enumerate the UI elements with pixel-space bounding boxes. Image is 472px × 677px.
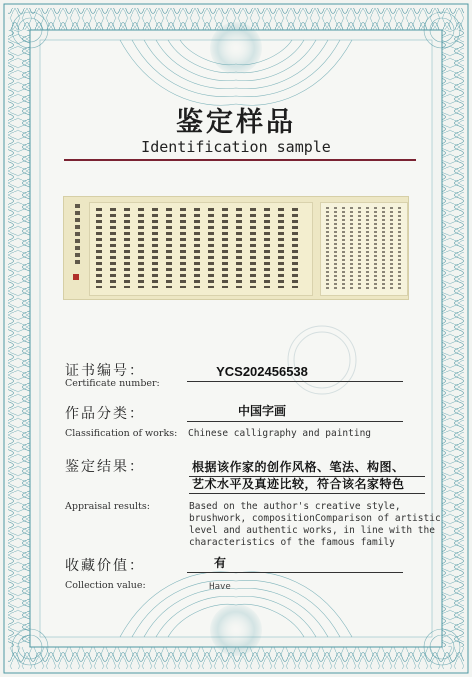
appraisal-value-en-line4: characteristics of the famous family (189, 537, 395, 548)
certificate-number-label-zh: 证书编号： (65, 363, 145, 379)
artist-inscription (75, 204, 80, 266)
appraisal-value-zh-line2: 艺术水平及真迹比较，符合该名家特色 (192, 477, 405, 491)
collection-value-label-en: Collection value: (65, 580, 146, 591)
appraisal-value-en-line2: brushwork, compositionComparison of artistic (189, 513, 441, 524)
collection-value-underline (187, 572, 403, 573)
classification-label-zh: 作品分类： (65, 406, 145, 422)
certificate-title-en: Identification sample (141, 138, 331, 156)
appraisal-value-en-line1: Based on the author's creative style, (189, 501, 401, 512)
appraisal-value-en-line3: level and authentic works, in line with the (189, 525, 435, 536)
artwork-image (63, 196, 409, 300)
certificate-number-underline (187, 381, 403, 382)
classification-underline (187, 421, 403, 422)
appraisal-label-en: Appraisal results: (65, 501, 150, 512)
calligraphy-panel (89, 202, 313, 296)
transcription-panel (320, 202, 408, 296)
classification-value-en: Chinese calligraphy and painting (188, 428, 372, 439)
certificate-number-label-en: Certificate number: (65, 378, 160, 389)
appraisal-underline-2 (189, 493, 425, 494)
certificate-number-value: YCS202456538 (216, 364, 308, 379)
classification-value-zh: 中国字画 (237, 404, 286, 418)
collection-value-en: Have (209, 582, 231, 592)
appraisal-label-zh: 鉴定结果： (65, 459, 145, 475)
artist-seal (73, 274, 79, 280)
certificate-title-zh: 鉴定样品 (176, 107, 296, 138)
collection-value-label-zh: 收藏价值： (65, 558, 145, 574)
title-divider (64, 159, 416, 161)
classification-label-en: Classification of works: (65, 428, 178, 439)
collection-value-zh: 有 (213, 556, 226, 570)
appraisal-value-zh-line1: 根据该作家的创作风格、笔法、构图、 (192, 460, 405, 474)
